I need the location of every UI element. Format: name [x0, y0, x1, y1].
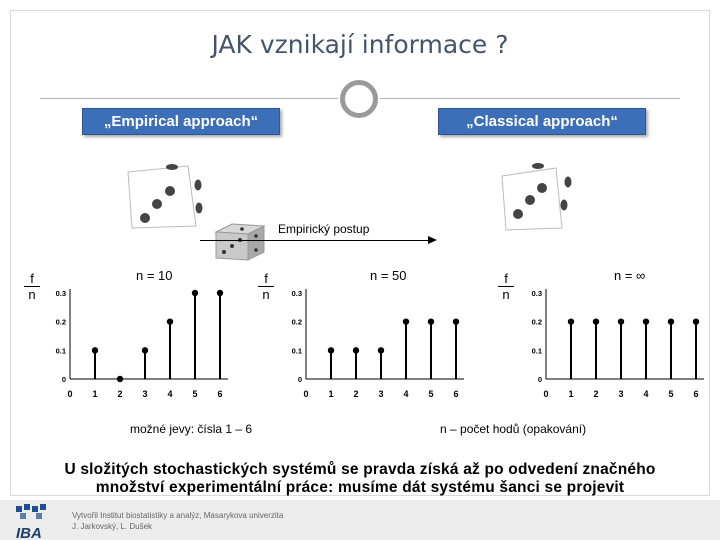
x-tick-label: 2	[117, 389, 123, 399]
die-face-icon	[120, 158, 220, 234]
x-tick-label: 6	[693, 389, 699, 399]
x-tick-label: 4	[403, 389, 409, 399]
ring-icon	[340, 80, 378, 118]
lollipop-point	[593, 318, 599, 324]
y-tick-label: 0.1	[55, 346, 66, 356]
x-tick-label: 2	[353, 389, 359, 399]
x-tick-label: 1	[92, 389, 98, 399]
process-arrow-head	[428, 236, 437, 244]
x-tick-label: 1	[328, 389, 334, 399]
footer-line-2: J. Jarkovský, L. Dušek	[72, 522, 153, 531]
fraction-numerator: f	[24, 272, 40, 287]
title-rule-right	[380, 98, 680, 99]
lollipop-point	[92, 347, 98, 353]
lollipop-point	[353, 347, 359, 353]
classical-approach-box: „Classical approach“	[438, 108, 646, 135]
lollipop-point	[668, 318, 674, 324]
lollipop-point	[403, 318, 409, 324]
fraction-label-1	[24, 272, 40, 302]
lollipop-point	[693, 318, 699, 324]
y-tick-label: 0.2	[55, 317, 66, 327]
x-tick-label: 3	[142, 389, 148, 399]
y-tick-label: 0.3	[531, 289, 542, 298]
x-tick-label: 3	[618, 389, 624, 399]
lollipop-point	[167, 318, 173, 324]
y-tick-label: 0.2	[531, 317, 542, 327]
conclusion-line-1: U složitých stochastických systémů se pravda získá až po odvedení značného	[64, 461, 656, 478]
y-tick-label: 0.3	[55, 289, 66, 298]
die-face-icon	[496, 160, 586, 236]
lollipop-point	[142, 347, 148, 353]
fraction-denominator: n	[28, 287, 36, 302]
fraction-denominator: n	[262, 287, 270, 302]
lollipop-point	[568, 318, 574, 324]
x-tick-label: 4	[167, 389, 173, 399]
x-tick-label: 5	[192, 389, 198, 399]
logo-text: IBA	[16, 525, 42, 540]
slide-title: JAK vznikají informace ?	[211, 30, 509, 59]
y-tick-label: 0	[537, 375, 542, 384]
title-rule-left	[40, 98, 338, 99]
x-tick-label: 5	[428, 389, 434, 399]
x-tick-label: 2	[593, 389, 599, 399]
conclusion-line-2: množství experimentální práce: musíme dát systému šanci se projevit	[95, 479, 625, 496]
fraction-label-3	[498, 272, 514, 302]
fraction-label-2	[258, 272, 274, 302]
fraction-denominator: n	[502, 287, 510, 302]
y-tick-label: 0.2	[291, 317, 302, 327]
caption-number-of-throws: n – počet hodů (opakování)	[440, 422, 587, 436]
lollipop-point	[428, 318, 434, 324]
lollipop-point	[643, 318, 649, 324]
chart-title-1: n = 10	[136, 268, 173, 283]
lollipop-point	[117, 376, 123, 382]
empirical-approach-box: „Empirical approach“	[82, 108, 280, 135]
process-arrow-line	[200, 240, 428, 241]
x-tick-label: 6	[217, 389, 223, 399]
y-tick-label: 0.1	[531, 346, 542, 356]
iba-logo-icon	[12, 502, 60, 540]
x-tick-label: 0	[303, 389, 309, 399]
lollipop-point	[192, 290, 198, 296]
chart-n10	[44, 280, 244, 406]
chart-title-2: n = 50	[370, 268, 407, 283]
footer-credits	[72, 510, 283, 532]
lollipop-point	[217, 290, 223, 296]
y-tick-label: 0.3	[291, 289, 302, 298]
conclusion-text	[0, 461, 720, 497]
chart-n50	[280, 280, 480, 406]
x-tick-label: 3	[378, 389, 384, 399]
lollipop-point	[378, 347, 384, 353]
empirical-process-label: Empirický postup	[278, 222, 370, 236]
x-tick-label: 1	[568, 389, 574, 399]
x-tick-label: 6	[453, 389, 459, 399]
y-tick-label: 0.1	[291, 346, 302, 356]
x-tick-label: 5	[668, 389, 674, 399]
y-tick-label: 0	[297, 375, 302, 384]
lollipop-point	[453, 318, 459, 324]
dice-icon	[214, 222, 266, 262]
lollipop-point	[618, 318, 624, 324]
fraction-numerator: f	[498, 272, 514, 287]
fraction-numerator: f	[258, 272, 274, 287]
caption-possible-events: možné jevy: čísla 1 – 6	[130, 422, 253, 436]
chart-title-3: n = ∞	[614, 268, 646, 283]
x-tick-label: 0	[67, 389, 73, 399]
lollipop-point	[328, 347, 334, 353]
x-tick-label: 0	[543, 389, 549, 399]
y-tick-label: 0	[61, 375, 66, 384]
x-tick-label: 4	[643, 389, 649, 399]
footer-line-1: Vytvořil Institut biostatistiky a analýz, Masarykova univerzita	[72, 511, 284, 520]
chart-ninf	[520, 280, 710, 406]
